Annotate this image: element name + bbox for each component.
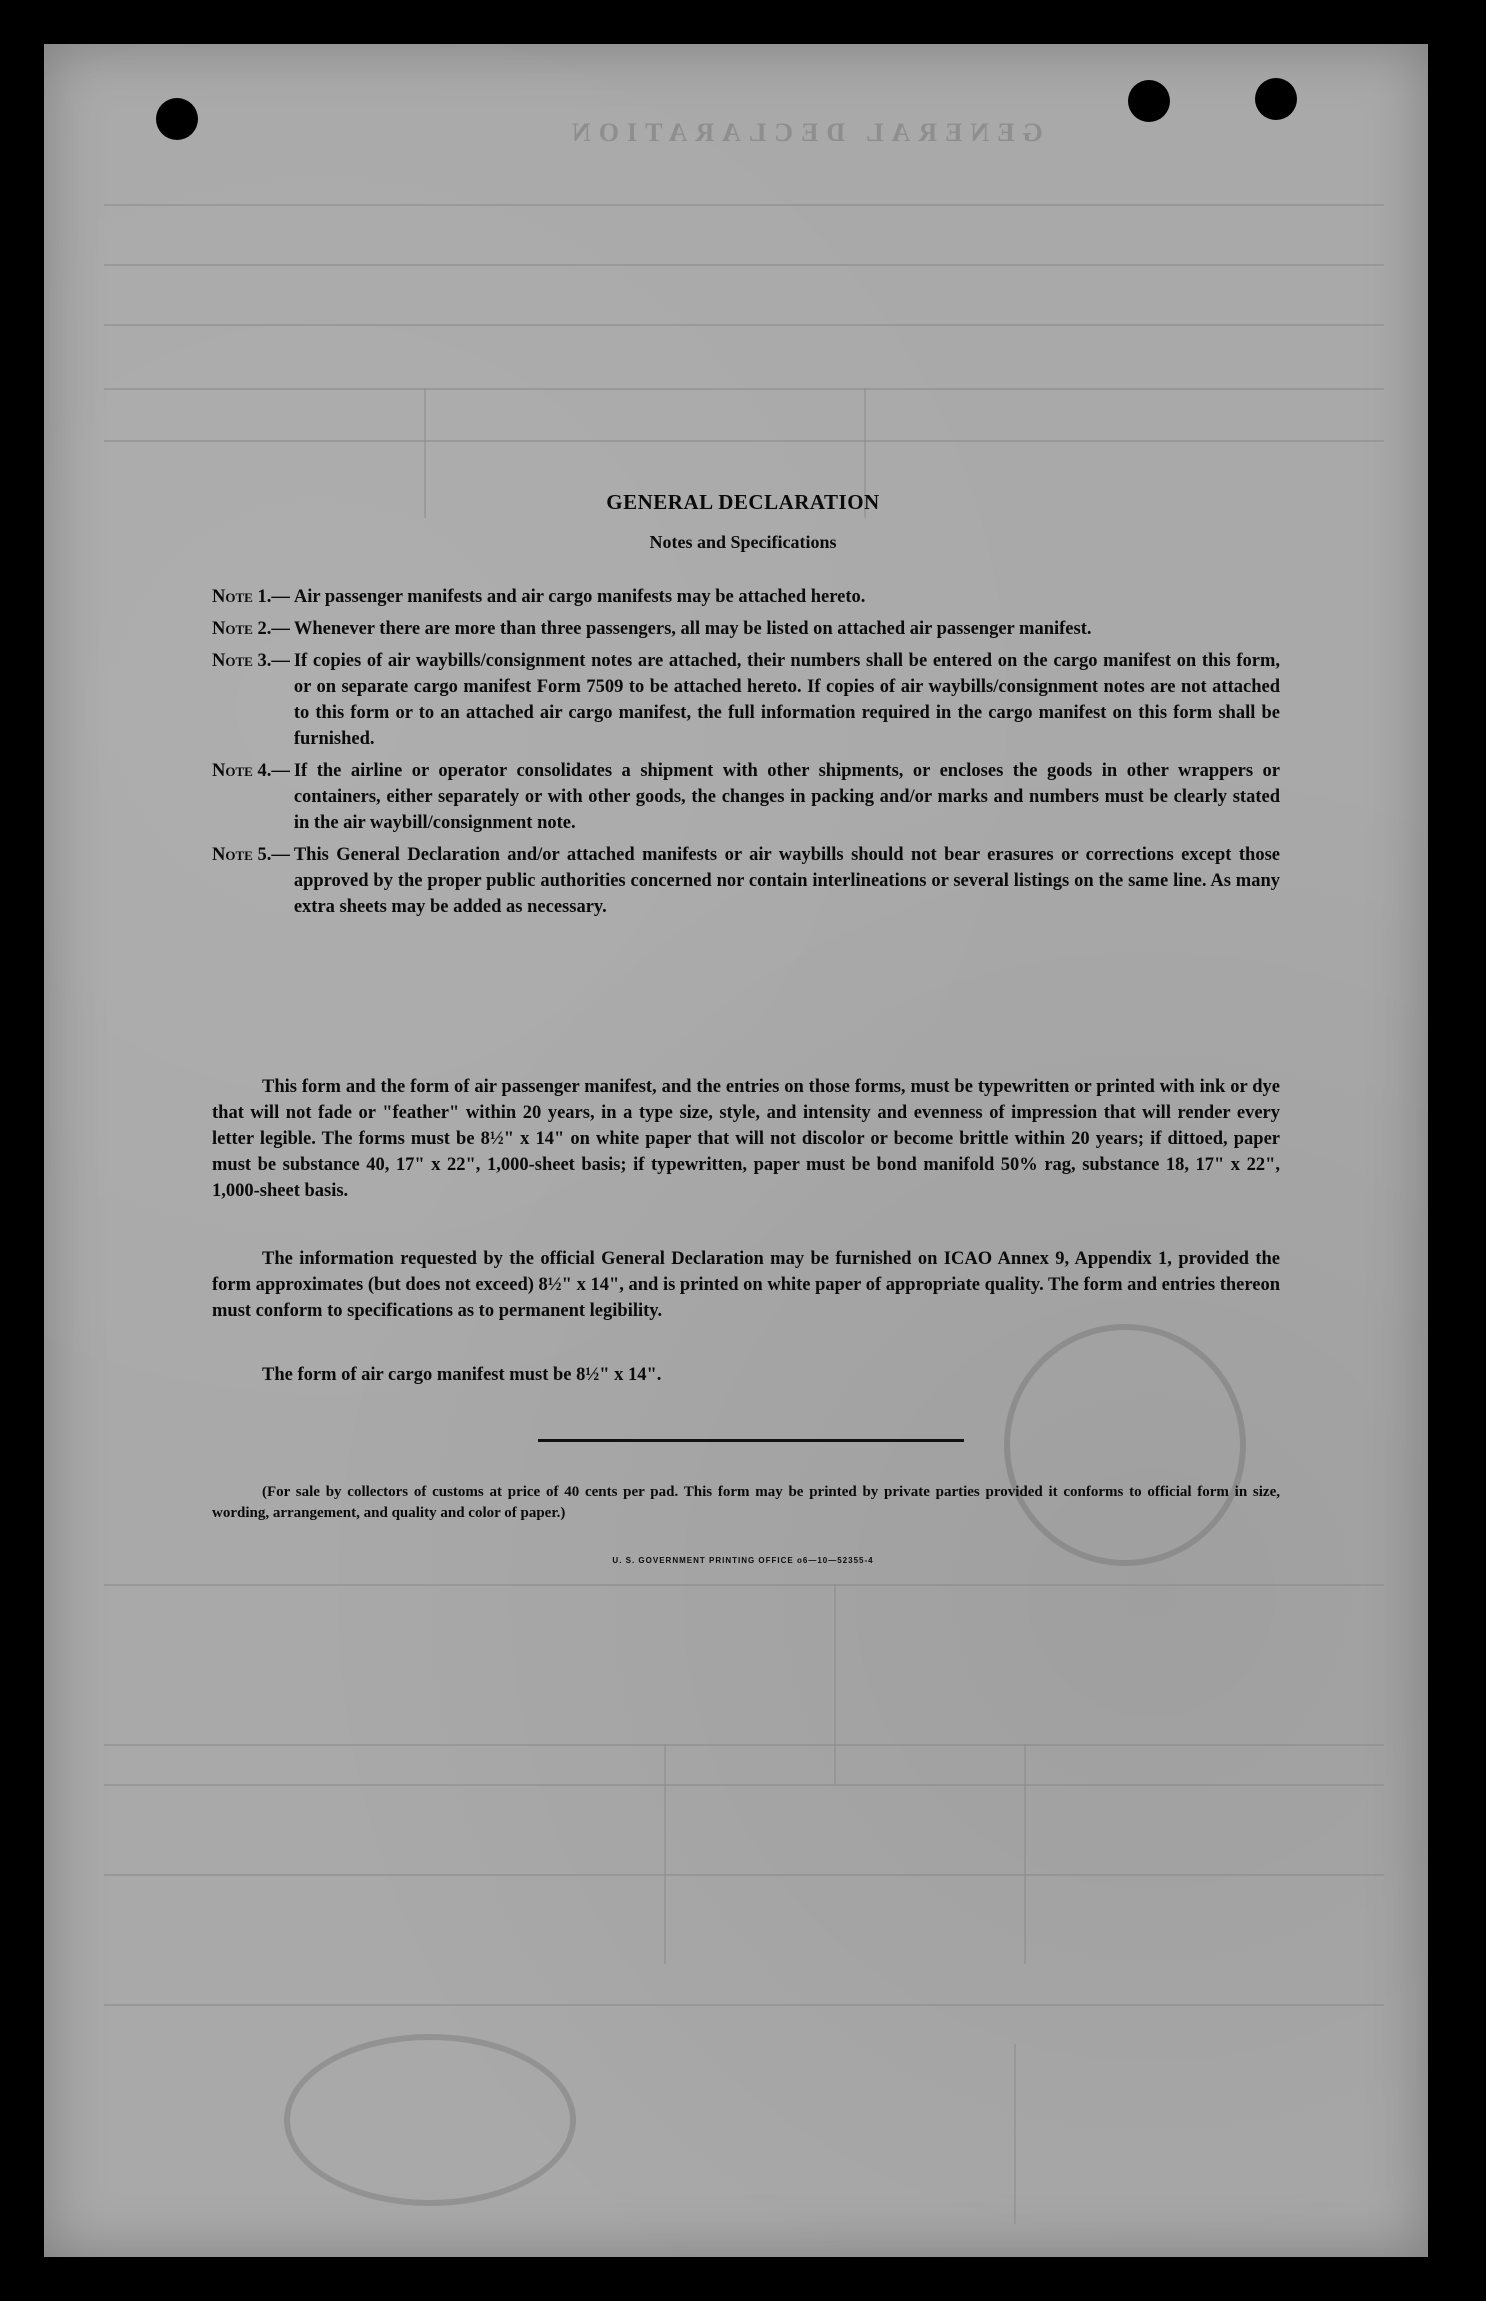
sale-notice: (For sale by collectors of customs at price of 40 cents per pad. This form may be printed by private parties provided it conforms to official form in size, wording, arrangement, and quality and color of paper.) [212,1484,1280,1521]
punch-hole-right [1255,78,1297,120]
note-label: Note 5.— [212,845,290,865]
note-label: Note 3.— [212,651,290,671]
page-title: GENERAL DECLARATION [606,490,880,514]
bleed-through-line [104,264,1384,266]
note-item [212,616,1280,642]
note-text: If the airline or operator consolidates a shipment with other shipments, or encloses the goods in other wrappers or containers, either separately or with other goods, the changes in packing and/or marks and numbers must be clearly stated in the air waybill/consignment note. [293,761,1280,833]
printing-office-imprint: U. S. GOVERNMENT PRINTING OFFICE o6—10—52355-4 [612,1556,874,1565]
bleed-through-line [1014,2044,1016,2224]
bleed-through-line [104,440,1384,442]
divider-rule [538,1439,964,1442]
bleed-through-title: GENERAL DECLARATION [564,118,1043,147]
note-item [212,842,1280,920]
bleed-through-line [834,1584,836,1784]
bleed-through-line [664,1744,666,1964]
note-text: If copies of air waybills/consignment notes are attached, their numbers shall be entered on the cargo manifest on this form, or on separate cargo manifest Form 7509 to be attached hereto. If copies of air waybills/consignment notes are not attached to this form or to an attached air cargo manifest, the full information required in the cargo manifest on this form shall be furnished. [293,651,1280,749]
punch-hole-mid-right [1128,80,1170,122]
icao-paragraph: The information requested by the official General Declaration may be furnished on ICAO Annex 9, Appendix 1, provided the form approximates (but does not exceed) 8½" x 14", and is printed on white paper of appropriate quality. The form and entries thereon must conform to specifications as to permanent legibility. [212,1249,1280,1321]
notes-list [212,584,1280,926]
punch-hole-left [156,98,198,140]
note-item [212,758,1280,836]
note-label: Note 1.— [212,587,290,607]
bleed-through-stamp [284,2034,576,2206]
note-item [212,584,1280,610]
page-subtitle: Notes and Specifications [649,532,837,552]
bleed-through-line [104,1744,1384,1746]
note-text: Whenever there are more than three passengers, all may be listed on attached air passenger manifest. [293,619,1092,639]
bleed-through-line [104,1874,1384,1876]
bleed-through-line [104,1784,1384,1786]
note-label: Note 2.— [212,619,290,639]
bleed-through-stamp [1004,1324,1246,1566]
bleed-through-line [104,2004,1384,2006]
bleed-through-line [1024,1744,1026,1964]
bleed-through-line [104,324,1384,326]
note-text: Air passenger manifests and air cargo manifests may be attached hereto. [293,587,866,607]
note-item [212,648,1280,752]
note-text: This General Declaration and/or attached manifests or air waybills should not bear erasures or corrections except those approved by the proper public authorities concerned nor contain interlineations or several listings on the same line. As many extra sheets may be added as necessary. [293,845,1280,917]
form-requirements-paragraph: This form and the form of air passenger manifest, and the entries on those forms, must be typewritten or printed with ink or dye that will not fade or "feather" within 20 years, in a type size, style, and intensity and evenness of impression that will render every letter legible. The forms must be 8½" x 14" on white paper that will not discolor or become brittle within 20 years; if dittoed, paper must be substance 40, 17" x 22", 1,000-sheet basis; if typewritten, paper must be bond manifold 50% rag, substance 18, 17" x 22", 1,000-sheet basis. [212,1077,1280,1201]
note-label: Note 4.— [212,761,290,781]
bleed-through-line [104,1584,1384,1586]
cargo-size-paragraph: The form of air cargo manifest must be 8½" x 14". [262,1365,662,1385]
bleed-through-line [104,388,1384,390]
bleed-through-line [104,204,1384,206]
